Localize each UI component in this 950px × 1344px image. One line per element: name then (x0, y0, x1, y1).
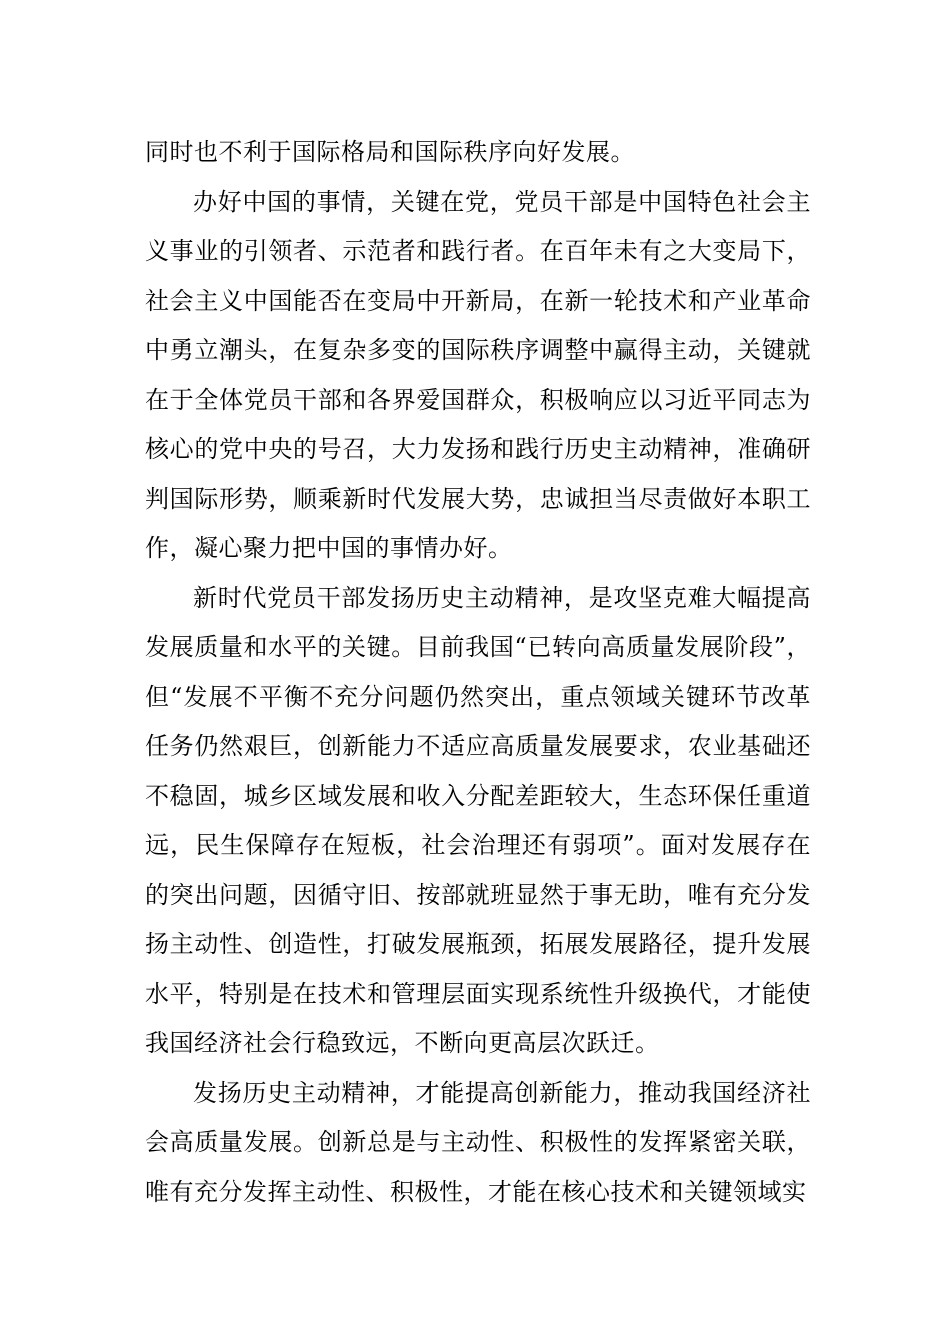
document-body (145, 128, 811, 1217)
paragraph-party-leadership: 办好中国的事情，关键在党，党员干部是中国特色社会主义事业的引领者、示范者和践行者。在百年未有之大变局下，社会主义中国能否在变局中开新局，在新一轮技术和产业革命中勇立潮头，在复杂多变的国际秩序调整中赢得主动，关键就在于全体党员干部和各界爱国群众，积极响应以习近平同志为核心的党中央的号召，大力发扬和践行历史主动精神，准确研判国际形势，顺乘新时代发展大势，忠诚担当尽责做好本职工作，凝心聚力把中国的事情办好。 (145, 187, 811, 562)
paragraph-continuation: 同时也不利于国际格局和国际秩序向好发展。 (145, 138, 635, 166)
paragraph-innovation: 发扬历史主动精神，才能提高创新能力，推动我国经济社会高质量发展。创新总是与主动性、积极性的发挥紧密关联，唯有充分发挥主动性、积极性，才能在核心技术和关键领域实 (145, 1078, 811, 1206)
paragraph-high-quality-development: 新时代党员干部发扬历史主动精神，是攻坚克难大幅提高发展质量和水平的关键。目前我国“已转向高质量发展阶段”，但“发展不平衡不充分问题仍然突出，重点领域关键环节改革任务仍然艰巨，创新能力不适应高质量发展要求，农业基础还不稳固，城乡区域发展和收入分配差距较大，生态环保任重道远，民生保障存在短板，社会治理还有弱项”。面对发展存在的突出问题，因循守旧、按部就班显然于事无助，唯有充分发扬主动性、创造性，打破发展瓶颈，拓展发展路径，提升发展水平，特别是在技术和管理层面实现系统性升级换代，才能使我国经济社会行稳致远，不断向更高层次跃迁。 (145, 583, 811, 1057)
